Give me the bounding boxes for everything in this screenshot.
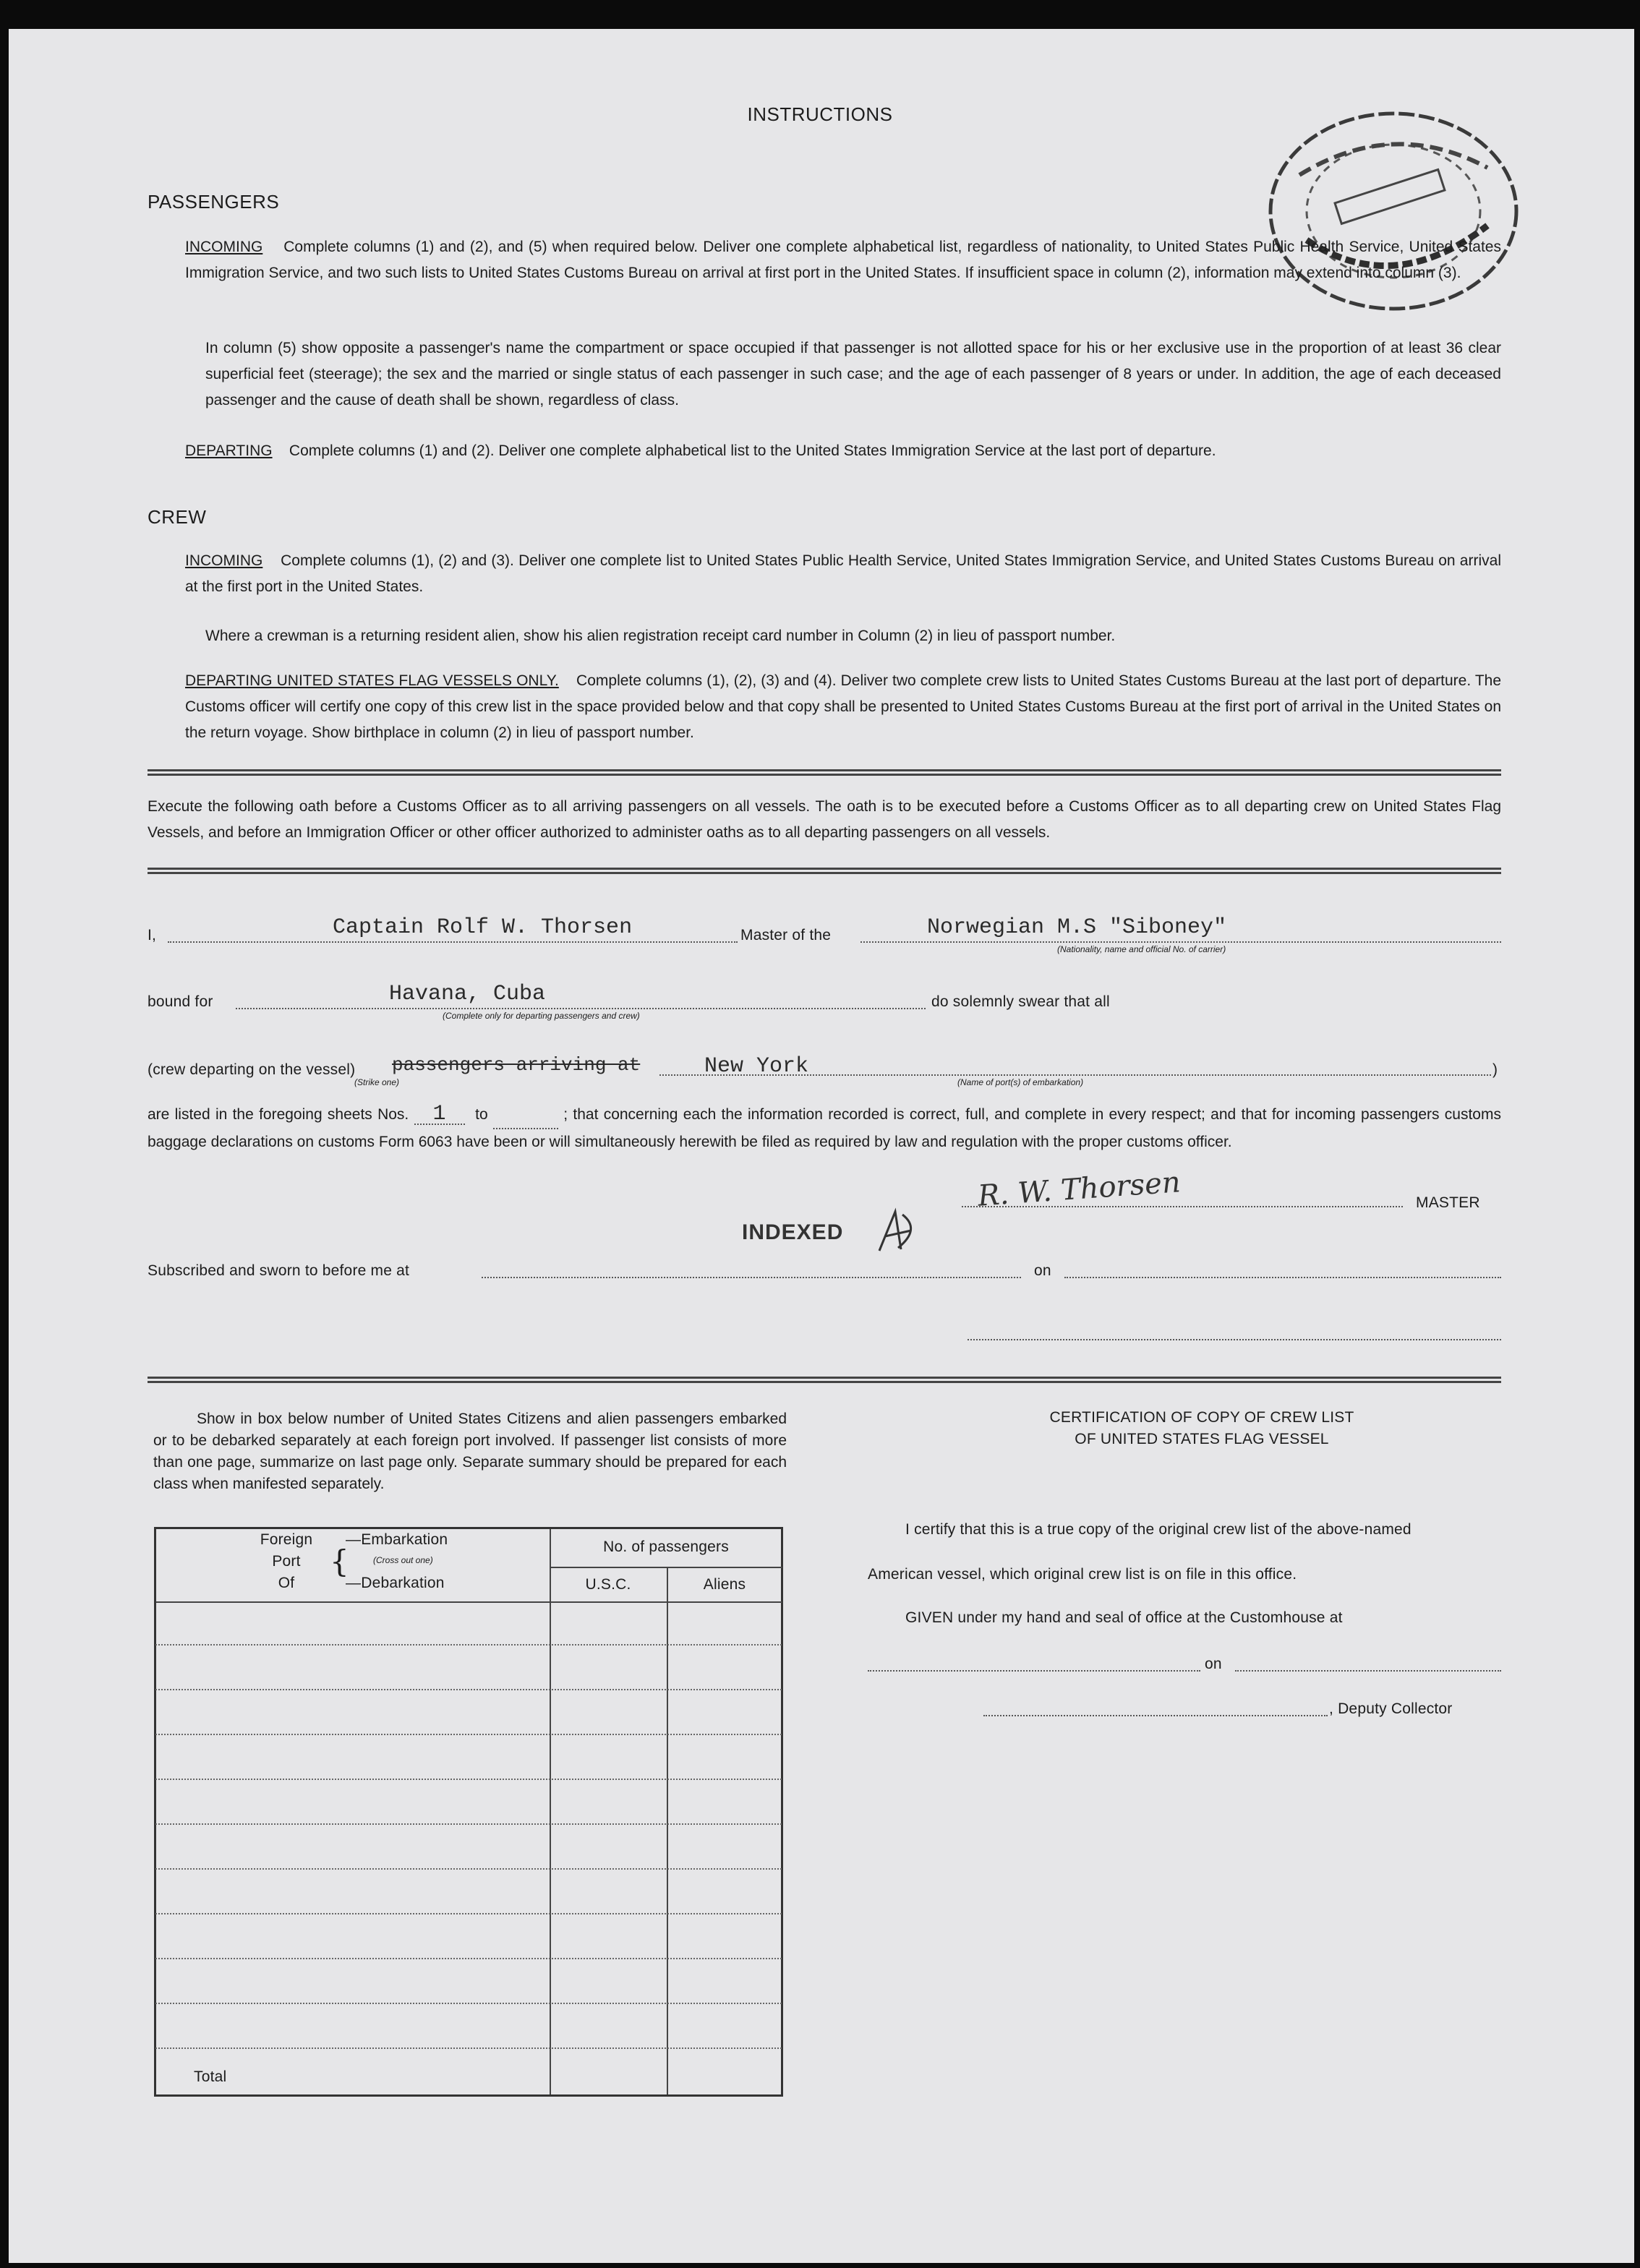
deputy-signature-line <box>983 1715 1328 1716</box>
debarkation-label: —Debarkation <box>346 1575 445 1591</box>
col-port-line-1: Foreign <box>260 1531 313 1548</box>
usc-header: U.S.C. <box>585 1576 631 1593</box>
table-row <box>155 1823 782 1825</box>
port-note: (Name of port(s) of embarkation) <box>957 1077 1084 1087</box>
header-divider-2 <box>156 1601 782 1603</box>
officer-line <box>968 1339 1501 1340</box>
deputy-collector-label: , Deputy Collector <box>1329 1700 1453 1717</box>
divider-1 <box>148 769 1501 776</box>
col-divider-1 <box>550 1529 551 2094</box>
cross-out-note: (Cross out one) <box>373 1555 433 1565</box>
passengers-incoming-label: INCOMING <box>185 239 263 255</box>
certification-title-line-2: OF UNITED STATES FLAG VESSEL <box>1075 1431 1329 1447</box>
master-of-label: Master of the <box>740 927 832 943</box>
embarkation-label: —Embarkation <box>346 1531 448 1548</box>
table-row <box>155 1689 782 1690</box>
table-row <box>155 1734 782 1735</box>
passengers-departing-text: Complete columns (1) and (2). Deliver one complete alphabetical list to the United States Immigration Service at the last port of departure. <box>289 442 1216 459</box>
table-row <box>155 2003 782 2004</box>
column5-text: In column (5) show opposite a passenger's name the compartment or space occupied if that passenger is not allotted space for his or her exclusive use in the proportion of at least 36 clear superficial feet (steerage); the sex and the married or single status of each passenger in such case; and the age of each passenger of 8 years or under. In addition, the age of each deceased passenger and the cause of death shall be shown, regardless of class. <box>205 340 1501 408</box>
divider-3 <box>148 1377 1501 1383</box>
bound-line <box>236 1008 926 1009</box>
page-title: INSTRUCTIONS <box>747 103 893 125</box>
subscribed-date-line <box>1064 1277 1501 1278</box>
passengers-departing-label: DEPARTING <box>185 442 273 459</box>
customhouse-line <box>868 1670 1200 1672</box>
passengers-heading: PASSENGERS <box>148 191 280 213</box>
vessel-note: (Nationality, name and official No. of carrier) <box>1057 944 1226 954</box>
certification-line-3: GIVEN under my hand and seal of office at the Customhouse at <box>905 1609 1343 1626</box>
to-label: to <box>475 1106 488 1123</box>
bound-label: bound for <box>148 993 213 1010</box>
subscribed-place-line <box>482 1277 1021 1278</box>
certification-line-2: American vessel, which original crew list is on file in this office. <box>868 1566 1297 1583</box>
table-row <box>155 1868 782 1870</box>
crew-departing-text: Complete columns (1), (2), (3) and (4). Deliver two complete crew lists to United States Customs Bureau at the last port of departure. The Customs officer will certify one copy of this crew list in the space provided below and that copy shall be presented to United States Customs Bureau at the first port of arrival in the United States on the return voyage. Show birthplace in column (2) in lieu of passport number. <box>185 672 1502 741</box>
passengers-incoming-paragraph <box>185 234 1501 286</box>
crew-departing-label: (crew departing on the vessel) <box>148 1061 356 1078</box>
bound-value: Havana, Cuba <box>389 982 546 1006</box>
certification-date-line <box>1235 1670 1501 1672</box>
master-label: MASTER <box>1416 1194 1480 1211</box>
col-divider-2 <box>667 1567 668 2094</box>
crew-incoming-label: INCOMING <box>185 552 263 569</box>
crew-heading: CREW <box>148 506 207 528</box>
document-page <box>9 29 1634 2263</box>
certification-line-1: I certify that this is a true copy of the original crew list of the above-named <box>905 1521 1411 1538</box>
no-passengers-header: No. of passengers <box>603 1539 729 1555</box>
sheet-from: 1 <box>414 1105 465 1125</box>
brace-icon: { <box>330 1544 349 1579</box>
table-row <box>155 1779 782 1780</box>
certification-title <box>927 1407 1477 1450</box>
vessel-name: Norwegian M.S "Siboney" <box>927 915 1227 940</box>
struck-text: passengers arriving at <box>392 1054 641 1076</box>
certification-on-label: on <box>1205 1656 1222 1672</box>
header-divider-1 <box>550 1567 782 1568</box>
listed-label: are listed in the foregoing sheets Nos. <box>148 1106 409 1123</box>
crew-incoming-paragraph <box>185 548 1501 600</box>
port-value: New York <box>704 1054 809 1079</box>
total-label: Total <box>194 2068 227 2085</box>
oath-intro: Execute the following oath before a Customs Officer as to all arriving passengers on all vessels. The oath is to be executed before a Customs Officer as to all departing crew on United States Flag Vessels, and before an Immigration Officer or other officer authorized to administer oaths as to all departing passengers on all vessels. <box>148 798 1501 841</box>
listed-text: ; that concerning each the information recorded is correct, full, and complete in every respect; and that for incoming passengers customs baggage declarations on customs Form 6063 have been or will simultaneously herewith be filed as required by law and regulation with the proper customs officer. <box>148 1106 1501 1150</box>
crew-incoming-text: Complete columns (1), (2) and (3). Deliver one complete list to United States Public Health Service, United States Immigration Service, and United States Customs Bureau on arrival at the first port in the United States. <box>185 552 1501 595</box>
master-name-line <box>168 941 738 943</box>
indexed-initials <box>874 1207 924 1262</box>
close-paren: ) <box>1492 1061 1498 1078</box>
vessel-line <box>860 941 1501 943</box>
crew-resident-text: Where a crewman is a returning resident alien, show his alien registration receipt card number in Column (2) in lieu of passport number. <box>205 628 1116 644</box>
certification-title-line-1: CERTIFICATION OF COPY OF CREW LIST <box>1049 1409 1354 1426</box>
postmark-stamp <box>1256 103 1531 323</box>
listed-paragraph <box>148 1102 1501 1155</box>
divider-2 <box>148 868 1501 874</box>
table-row <box>155 1644 782 1646</box>
subscribed-on-label: on <box>1034 1262 1051 1279</box>
passengers-incoming-text: Complete columns (1) and (2), and (5) when required below. Deliver one complete alphabetical list, regardless of nationality, to United States Public Health Service, United States Immigration Service, and two such lists to United States Customs Bureau on arrival at first port in the United States. If insufficient space in column (2), information may extend into column (3). <box>185 239 1501 281</box>
master-signature: R. W. Thorsen <box>976 1165 1182 1213</box>
passengers-departing-paragraph <box>185 438 1501 464</box>
swear-label: do solemnly swear that all <box>931 993 1110 1010</box>
passenger-summary-table <box>154 1527 783 2097</box>
col-port-header <box>243 1529 330 1594</box>
col-port-line-3: Of <box>278 1575 295 1591</box>
crew-departing-paragraph <box>185 668 1501 746</box>
oath-i-label: I, <box>148 927 157 943</box>
col-port-line-2: Port <box>272 1553 301 1570</box>
aliens-header: Aliens <box>703 1576 746 1593</box>
indexed-stamp: INDEXED <box>742 1220 844 1244</box>
master-name: Captain Rolf W. Thorsen <box>333 915 633 940</box>
crew-departing-label: DEPARTING UNITED STATES FLAG VESSELS ONLY. <box>185 672 559 689</box>
sheet-to-line <box>493 1102 558 1129</box>
table-row <box>155 1958 782 1959</box>
summary-instructions: Show in box below number of United States Citizens and alien passengers embarked or to be debarked separately at each foreign port involved. If passenger list consists of more than one page, summarize on last page only. Separate summary should be prepared for each class when manifested separately. <box>153 1411 787 1492</box>
table-row <box>155 2047 782 2049</box>
strike-note: (Strike one) <box>354 1077 400 1087</box>
subscribed-label: Subscribed and sworn to before me at <box>148 1262 410 1279</box>
table-row <box>155 1913 782 1914</box>
bound-note: (Complete only for departing passengers and crew) <box>443 1011 640 1021</box>
